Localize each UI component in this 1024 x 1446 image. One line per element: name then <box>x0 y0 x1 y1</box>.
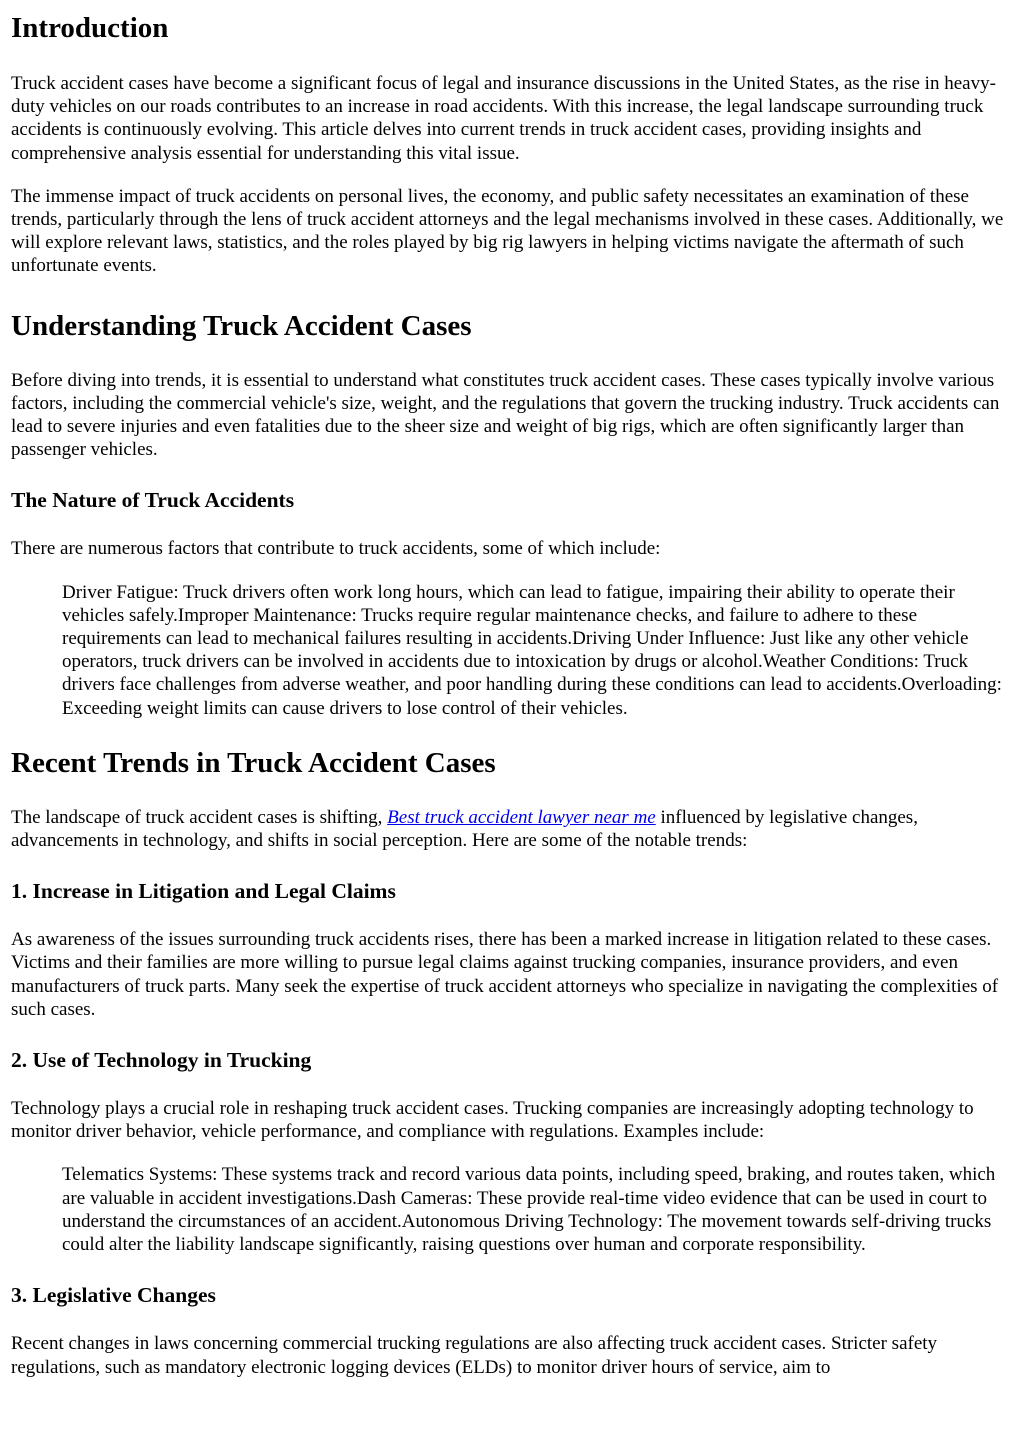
paragraph-recent-trends-tail: influenced by legislative changes, advancements in technology, and shifts in social perception. Here are some of the notable trends: <box>11 806 918 852</box>
paragraph-legislative: Recent changes in laws concerning commercial trucking regulations are also affecting truck accident cases. Stricter safety regulations, such as mandatory electronic logging devices (ELDs) to monitor driver hours of service, aim to <box>11 1333 938 1378</box>
paragraph-understanding: Before diving into trends, it is essential to understand what constitutes truck accident cases. These cases typically involve various factors, including the commercial vehicle's size, weight, and the regulations that govern the trucking industry. Truck accidents can lead to severe injuries and even fatalities due to the sheer size and weight of big rigs, which are often significantly larger than passenger vehicles. <box>11 369 1000 461</box>
heading-introduction: Introduction <box>11 12 169 44</box>
heading-legislative-changes: 3. Legislative Changes <box>11 1283 216 1308</box>
paragraph-introduction-1: Truck accident cases have become a significant focus of legal and insurance discussions in the United States, as the rise in heavy-duty vehicles on our roads contributes to an increase in road accidents. With this increase, the legal landscape surrounding truck accidents is continuously evolving. This article delves into current trends in truck accident cases, providing insights and comprehensive analysis essential for understanding this vital issue. <box>11 73 996 164</box>
heading-technology: 2. Use of Technology in Trucking <box>11 1048 312 1073</box>
heading-nature-of-truck-accidents: The Nature of Truck Accidents <box>11 488 295 513</box>
heading-understanding: Understanding Truck Accident Cases <box>11 309 472 342</box>
paragraph-technology: Technology plays a crucial role in reshaping truck accident cases. Trucking companies are increasingly adopting technology to monitor driver behavior, vehicle performance, and compliance with regulations. Examples include: <box>11 1098 974 1143</box>
paragraph-introduction-2: The immense impact of truck accidents on personal lives, the economy, and public safety necessitates an examination of these trends, particularly through the lens of truck accident attorneys and the legal mechanisms involved in these cases. Additionally, we will explore relevant laws, statistics, and the roles played by big rig lawyers in helping victims navigate the aftermath of such unfortunate events. <box>11 185 1004 277</box>
best-truck-accident-lawyer-link[interactable]: Best truck accident lawyer near me <box>387 806 656 828</box>
paragraph-recent-trends <box>11 806 1013 852</box>
blockquote-accident-factors: Driver Fatigue: Truck drivers often work long hours, which can lead to fatigue, impairing their ability to operate their vehicles safely.Improper Maintenance: Trucks require regular maintenance checks, and failure to adhere to these requirements can lead to mechanical failures resulting in accidents.Driving Under Influence: Just like any other vehicle operators, truck drivers can be involved in accidents due to intoxication by drugs or alcohol.Weather Conditions: Truck drivers face challenges from adverse weather, and poor handling during these conditions can lead to accidents.Overloading: Exceeding weight limits can cause drivers to lose control of their vehicles. <box>62 581 1002 719</box>
heading-litigation: 1. Increase in Litigation and Legal Claims <box>11 879 396 904</box>
blockquote-technology-examples: Telematics Systems: These systems track and record various data points, including speed, braking, and routes taken, which are valuable in accident investigations.Dash Cameras: These provide real-time video evidence that can be used in court to understand the circumstances of an accident.Autonomous Driving Technology: The movement towards self-driving trucks could alter the liability landscape significantly, raising questions over human and corporate responsibility. <box>62 1164 996 1256</box>
paragraph-nature: There are numerous factors that contribute to truck accidents, some of which include: <box>11 538 661 560</box>
heading-recent-trends: Recent Trends in Truck Accident Cases <box>11 746 496 779</box>
paragraph-recent-trends-lead: The landscape of truck accident cases is shifting, <box>11 806 388 828</box>
paragraph-litigation: As awareness of the issues surrounding truck accidents rises, there has been a marked increase in litigation related to these cases. Victims and their families are more willing to pursue legal claims against trucking companies, insurance providers, and even manufacturers of truck parts. Many seek the expertise of truck accident attorneys who specialize in navigating the complexities of such cases. <box>11 929 999 1020</box>
